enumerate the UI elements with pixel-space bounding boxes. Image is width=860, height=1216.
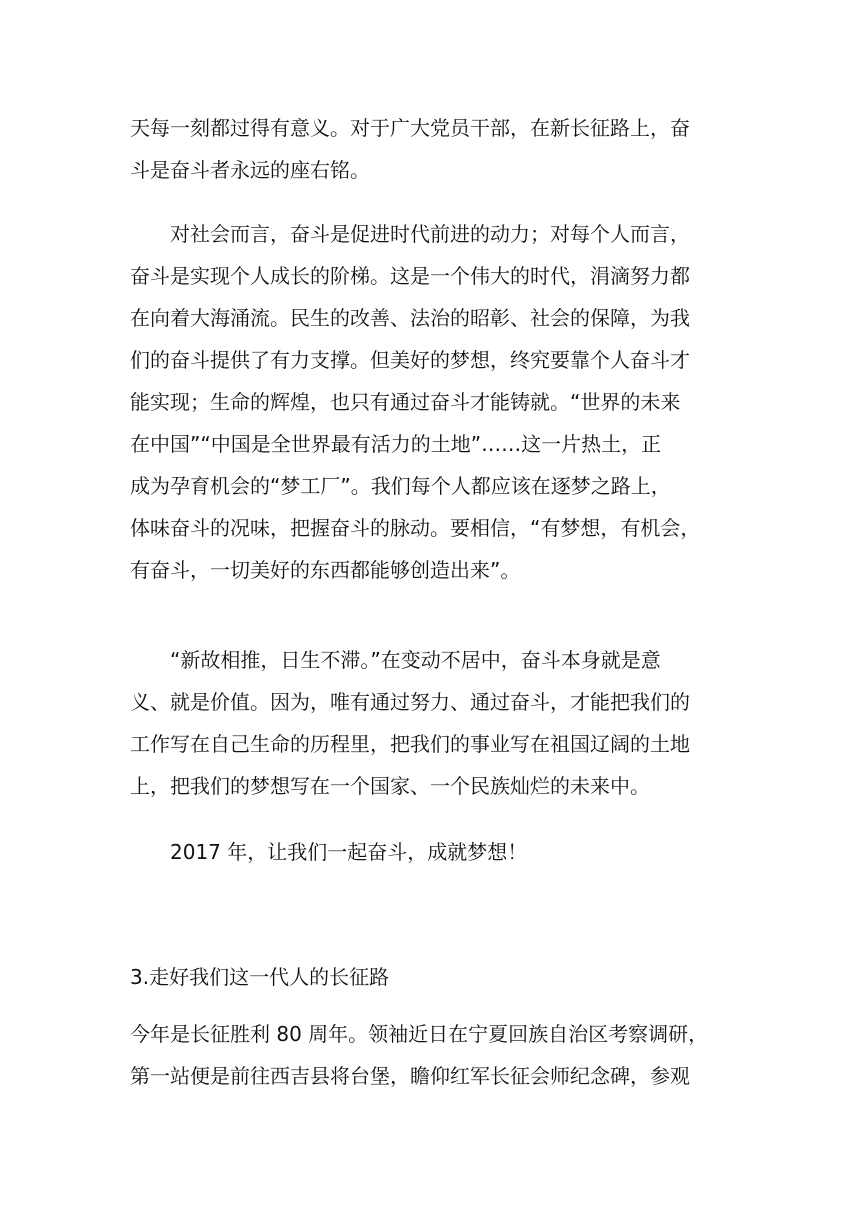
text-line: 体味奋斗的况味，把握奋斗的脉动。要相信，“有梦想，有机会， (130, 516, 701, 540)
text-line: 工作写在自己生命的历程里，把我们的事业写在祖国辽阔的土地 (130, 732, 690, 756)
paragraph (130, 639, 730, 807)
text-line: 成为孕育机会的“梦工厂”。我们每个人都应该在逐梦之路上， (130, 474, 671, 498)
text-line: 对社会而言，奋斗是促进时代前进的动力；对每个人而言， (170, 222, 690, 246)
text-line: “新故相推，日生不滞。”在变动不居中，奋斗本身就是意 (170, 648, 661, 672)
text-line: 天每一刻都过得有意义。对于广大党员干部，在新长征路上，奋 (130, 116, 690, 140)
section-heading: 3.走好我们这一代人的长征路 (130, 965, 390, 989)
text-line: 奋斗是实现个人成长的阶梯。这是一个伟大的时代，涓滴努力都 (130, 264, 690, 288)
text-line: 义、就是价值。因为，唯有通过努力、通过奋斗，才能把我们的 (130, 690, 690, 714)
text-line: 有奋斗，一切美好的东西都能够创造出来”。 (130, 558, 521, 582)
paragraph (130, 107, 730, 191)
paragraph (130, 213, 730, 591)
text-line: 在向着大海涌流。民生的改善、法治的昭彰、社会的保障，为我 (130, 306, 690, 330)
text-line: 们的奋斗提供了有力支撑。但美好的梦想，终究要靠个人奋斗才 (130, 348, 690, 372)
text-line: 2017 年，让我们一起奋斗，成就梦想！ (170, 840, 528, 864)
text-line: 在中国”“中国是全世界最有活力的土地”……这一片热土，正 (130, 432, 662, 456)
paragraph (130, 1013, 730, 1097)
text-line: 第一站便是前往西吉县将台堡，瞻仰红军长征会师纪念碑，参观 (130, 1064, 690, 1088)
text-line: 今年是长征胜利 80 周年。领袖近日在宁夏回族自治区考察调研， (130, 1022, 709, 1046)
paragraph (130, 831, 730, 873)
text-line: 上，把我们的梦想写在一个国家、一个民族灿烂的未来中。 (130, 774, 650, 798)
text-line: 斗是奋斗者永远的座右铭。 (130, 158, 370, 182)
text-line: 能实现；生命的辉煌，也只有通过奋斗才能铸就。“世界的未来 (130, 390, 681, 414)
